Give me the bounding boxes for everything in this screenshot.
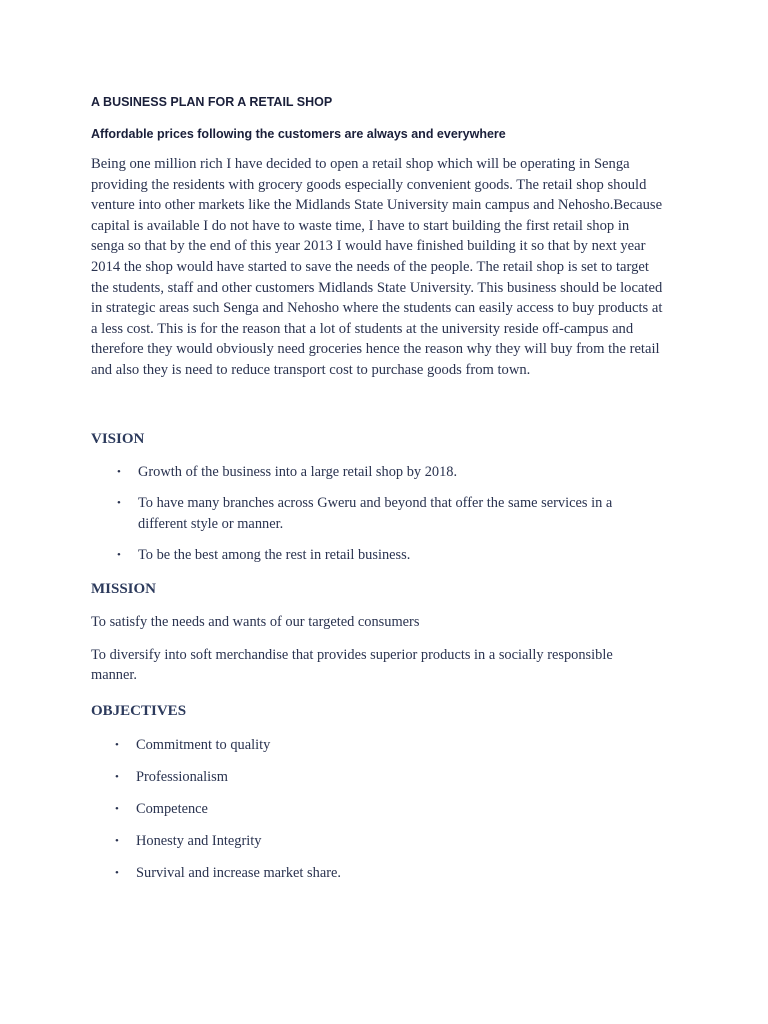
list-item-text: Survival and increase market share. xyxy=(136,865,341,882)
list-item-text: Commitment to quality xyxy=(136,736,271,753)
bullet-icon: • xyxy=(115,770,119,783)
list-item-text: Competence xyxy=(136,800,208,817)
intro-paragraph: Being one million rich I have decided to open a retail shop which will be operating in Senga providing the residents with grocery goods especially convenient goods. The retail shop should venture into other markets like the Midlands State University main campus and Nehosho.Because capital is available I do not have to waste time, I have to start building the first retail shop in senga so that by the end of this year 2013 I would have finished building it so that by next year 2014 the shop would have started to save the needs of the people. The retail shop is set to target the students, staff and other customers Midlands State University. This business should be located in strategic areas such Senga and Nehosho where the students can easily access to buy products at a less cost. This is for the reason that a lot of students at the university reside off-campus and therefore they would obviously need groceries hence the reason why they will buy from the retail and also they is need to reduce transport cost to purchase goods from town. xyxy=(91,156,663,378)
list-item xyxy=(117,493,658,534)
objectives-heading: OBJECTIVES xyxy=(91,702,187,719)
objectives-list xyxy=(91,735,691,884)
list-item-text: Growth of the business into a large retail shop by 2018. xyxy=(138,463,458,480)
bullet-icon: • xyxy=(117,549,121,562)
list-item xyxy=(117,545,658,566)
list-item xyxy=(115,735,691,756)
bullet-icon: • xyxy=(115,867,119,880)
bullet-icon: • xyxy=(115,834,119,847)
list-item xyxy=(115,863,691,884)
bullet-icon: • xyxy=(117,465,121,478)
list-item-text: Professionalism xyxy=(136,768,228,785)
list-item-text: Honesty and Integrity xyxy=(136,832,262,849)
bullet-icon: • xyxy=(117,497,121,510)
list-item xyxy=(115,799,691,820)
list-item-text: To have many branches across Gweru and beyond that offer the same services in a different style or manner. xyxy=(138,495,613,532)
list-item xyxy=(115,831,691,852)
mission-heading: MISSION xyxy=(91,580,157,597)
list-item xyxy=(115,767,691,788)
vision-heading: VISION xyxy=(91,430,145,447)
list-item-text: To be the best among the rest in retail business. xyxy=(138,547,411,564)
document-subtitle: Affordable prices following the customers are always and everywhere xyxy=(91,127,506,141)
vision-list xyxy=(91,462,658,566)
document-title: A BUSINESS PLAN FOR A RETAIL SHOP xyxy=(91,95,333,109)
mission-paragraph: To satisfy the needs and wants of our targeted consumers xyxy=(91,613,420,630)
bullet-icon: • xyxy=(115,738,119,751)
document-page xyxy=(91,94,691,895)
bullet-icon: • xyxy=(115,802,119,815)
list-item xyxy=(117,462,658,483)
mission-paragraph: To diversify into soft merchandise that provides superior products in a socially responsible manner. xyxy=(91,646,613,684)
